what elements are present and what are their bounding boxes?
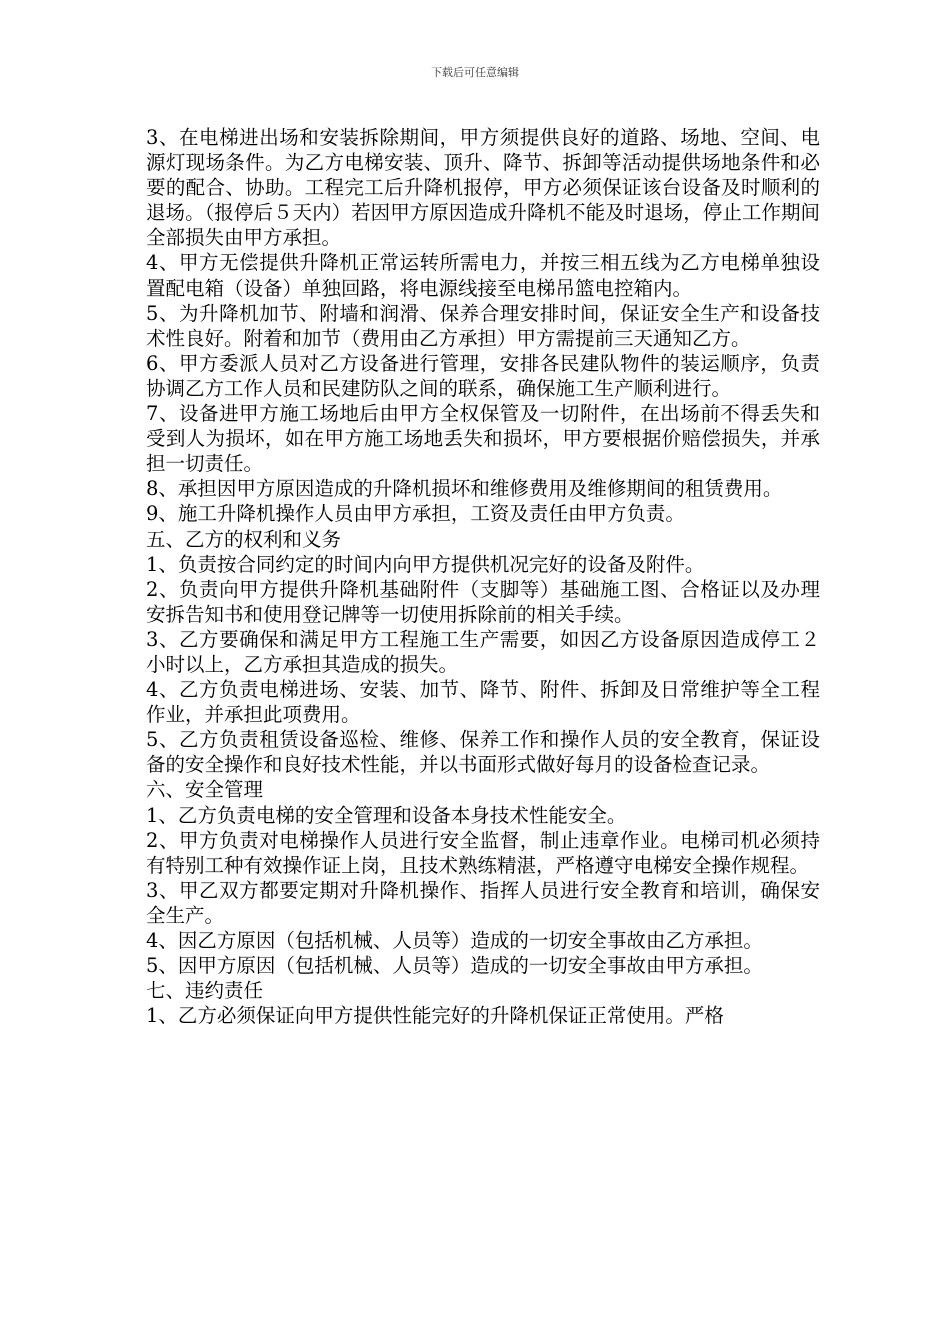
clause-4-7: 7、设备进甲方施工场地后由甲方全权保管及一切附件，在出场前不得丢失和受到人为损坏，如在甲方施工场地丢失和损坏，甲方要根据价赔偿损失，并承担一切责任。	[146, 402, 820, 476]
document-body	[146, 125, 820, 1028]
section-heading-6: 六、安全管理	[146, 778, 264, 802]
page-header: 下载后可任意编辑	[431, 66, 519, 79]
clause-4-6: 6、甲方委派人员对乙方设备进行管理，安排各民建队物件的装运顺序，负责协调乙方工作人员和民建防队之间的联系，确保施工生产顺利进行。	[146, 351, 820, 400]
clause-5-5: 5、乙方负责租赁设备巡检、维修、保养工作和操作人员的安全教育，保证设备的安全操作和良好技术性能，并以书面形式做好每月的设备检查记录。	[146, 728, 820, 777]
section-heading-5: 五、乙方的权利和义务	[146, 527, 342, 551]
clause-7-1: 1、乙方必须保证向甲方提供性能完好的升降机保证正常使用。严格	[146, 1004, 724, 1028]
clause-4-4: 4、甲方无偿提供升降机正常运转所需电力，并按三相五线为乙方电梯单独设置配电箱（设备）单独回路，将电源线接至电梯吊篮电控箱内。	[146, 251, 820, 300]
clause-4-9: 9、施工升降机操作人员由甲方承担，工资及责任由甲方负责。	[146, 502, 685, 526]
clause-6-4: 4、因乙方原因（包括机械、人员等）造成的一切安全事故由乙方承担。	[146, 929, 763, 952]
clause-4-8: 8、承担因甲方原因造成的升降机损坏和维修费用及维修期间的租赁费用。	[146, 477, 783, 501]
clause-4-3: 3、在电梯进出场和安装拆除期间，甲方须提供良好的道路、场地、空间、电源灯现场条件。为乙方电梯安装、顶升、降节、拆卸等活动提供场地条件和必要的配合、协助。工程完工后升降机报停，甲方必须保证该台设备及时顺利的退场。（报停后５天内）若因甲方原因造成升降机不能及时退场，停止工作期间全部损失由甲方承担。	[146, 126, 820, 250]
clause-6-3: 3、甲乙双方都要定期对升降机操作、指挥人员进行安全教育和培训，确保安全生产。	[146, 878, 820, 927]
clause-5-1: 1、负责按合同约定的时间内向甲方提供机况完好的设备及附件。	[146, 552, 705, 576]
clause-6-5: 5、因甲方原因（包括机械、人员等）造成的一切安全事故由甲方承担。	[146, 954, 763, 978]
section-heading-7: 七、违约责任	[146, 979, 264, 1003]
clause-6-1: 1、乙方负责电梯的安全管理和设备本身技术性能安全。	[146, 803, 627, 827]
clause-6-2: 2、甲方负责对电梯操作人员进行安全监督，制止违章作业。电梯司机必须持有特别工种有效操作证上岗，且技术熟练精湛，严格遵守电梯安全操作规程。	[146, 828, 820, 877]
clause-5-4: 4、乙方负责电梯进场、安装、加节、降节、附件、拆卸及日常维护等全工程作业，并承担此项费用。	[146, 678, 820, 727]
clause-5-3: 3、乙方要确保和满足甲方工程施工生产需要，如因乙方设备原因造成停工２小时以上，乙方承担其造成的损失。	[146, 627, 820, 676]
clause-5-2: 2、负责向甲方提供升降机基础附件（支脚等）基础施工图、合格证以及办理安拆告知书和使用登记牌等一切使用拆除前的相关手续。	[146, 577, 820, 626]
clause-4-5: 5、为升降机加节、附墙和润滑、保养合理安排时间，保证安全生产和设备技术性良好。附着和加节（费用由乙方承担）甲方需提前三天通知乙方。	[146, 301, 820, 350]
